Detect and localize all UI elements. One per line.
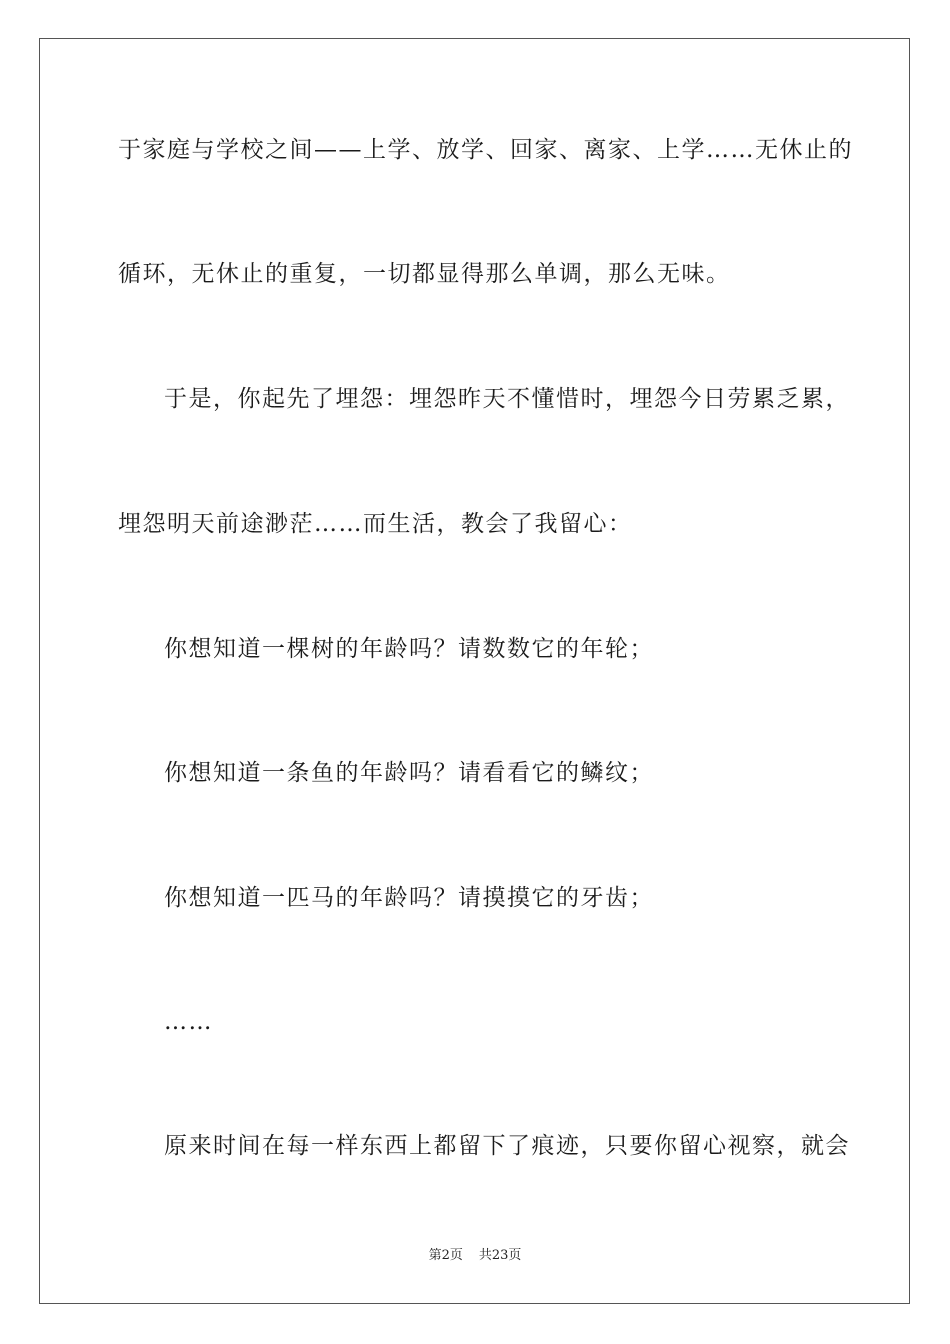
text-line-6: 你想知道一条鱼的年龄吗？请看看它的鳞纹； xyxy=(164,760,654,786)
text-line-4: 埋怨明天前途渺茫……而生活，教会了我留心： xyxy=(118,511,633,537)
text-line-7: 你想知道一匹马的年龄吗？请摸摸它的牙齿； xyxy=(164,885,654,911)
text-line-3: 于是，你起先了埋怨：埋怨昨天不懂惜时，埋怨今日劳累乏累， xyxy=(164,386,850,412)
text-line-9: 原来时间在每一样东西上都留下了痕迹，只要你留心视察，就会 xyxy=(164,1133,850,1159)
page-footer xyxy=(0,1247,950,1265)
text-line-2: 循环，无休止的重复，一切都显得那么单调，那么无味。 xyxy=(118,261,731,287)
page-total: 共23页 xyxy=(478,1248,522,1263)
page-number: 第2页 xyxy=(428,1248,463,1263)
text-line-8: …… xyxy=(164,1009,213,1035)
text-line-5: 你想知道一棵树的年龄吗？请数数它的年轮； xyxy=(164,636,654,662)
text-line-1: 于家庭与学校之间——上学、放学、回家、离家、上学……无休止的 xyxy=(118,137,853,163)
page-border xyxy=(39,38,910,1304)
